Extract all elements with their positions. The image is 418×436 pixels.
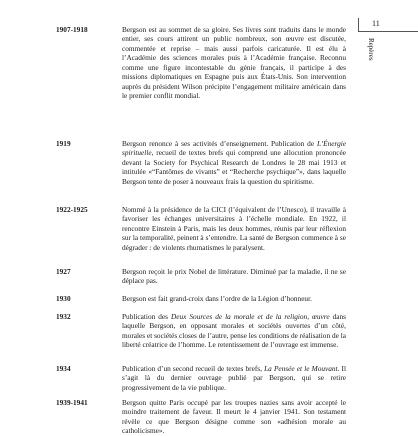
timeline-entry xyxy=(56,312,346,350)
entry-text: Bergson est fait grand-croix dans l’ordre de la Légion d’honneur. xyxy=(122,294,312,303)
timeline-entry xyxy=(56,294,346,303)
entry-year: 1939-1941 xyxy=(56,398,88,407)
entry-year: 1932 xyxy=(56,312,71,321)
entry-text-part: , recueil de textes brefs qui comprend une allocution prononcée devant la Society for Psychical Research de Londres le 28 mai 1913 et intitulée «“Fantômes de vivants” et “Recherche psychique”», dans laquelle Bergson tente de poser à nouveaux frais la question du spiritisme. xyxy=(122,148,346,186)
page-number: 11 xyxy=(372,19,380,28)
section-title: Repères xyxy=(367,38,375,61)
entry-text-part: . Il s’agit là du dernier ouvrage publié par Bergson, qui se retire progressivement de la vie publique. xyxy=(122,364,346,392)
entry-title-italic: La Pensée et le Mouvant xyxy=(264,364,338,373)
entry-text: Bergson est au sommet de sa gloire. Ses livres sont traduits dans le monde entier, ses cours attirent un public nombreux, son œuvre est discutée, commentée et reprise – mais aussi parfois caricaturée. Il est élu à l’Académie des sciences morales puis à l’Académie française. Reconnu comme une figure incontestable du génie français, il participe à des missions diplomatiques en Espagne puis aux États-Unis. Son intervention auprès du président Wilson précipite l’engagement militaire américain dans le premier conflit mondial. xyxy=(122,25,346,101)
entry-text-part: Publication d’un second recueil de textes brefs, xyxy=(122,364,265,373)
timeline-entry xyxy=(56,398,346,436)
header-rule xyxy=(358,31,418,32)
entry-year: 1919 xyxy=(56,139,71,148)
entry-text-part: Bergson renonce à ses activités d’enseignement. Publication de xyxy=(122,139,317,148)
entry-title-italic: Deux Sources de la morale et de la religion, œuvre xyxy=(171,312,330,321)
entry-text: Bergson quitte Paris occupé par les troupes nazies sans avoir accepté le moindre traitement de faveur. Il meurt le 4 janvier 1941. Son testament révèle ce que Bergson désigne comme son «adhésion morale au catholicisme». xyxy=(122,398,346,436)
entry-text xyxy=(122,364,346,392)
entry-year: 1907-1918 xyxy=(56,25,88,34)
timeline-entry xyxy=(56,267,346,286)
entry-text: Nommé à la présidence de la CICI (l’équivalent de l’Unesco), il travaille à favoriser les échanges universitaires à l’échelle mondiale. En 1922, il rencontre Einstein à Paris, mais les deux hommes, réunis par leur réflexion sur la temporalité, peinent à s’entendre. La santé de Bergson commence à se dégrader : de violents rhumatismes le paralysent. xyxy=(122,205,346,252)
entry-year: 1934 xyxy=(56,364,71,373)
entry-text: Bergson reçoit le prix Nobel de littérature. Diminué par la maladie, il ne se déplace pas. xyxy=(122,267,346,286)
entry-title-italic: L’Énergie spirituelle xyxy=(122,139,346,158)
timeline-entry xyxy=(56,25,346,101)
entry-year: 1930 xyxy=(56,294,71,303)
entry-text-part: dans laquelle Bergson, en opposant morales et sociétés ouvertes d’un côté, morales et sociétés closes de l’autre, pense les conditions de réalisation de la liberté créatrice de l’homme. Le retentissement de l’ouvrage est immense. xyxy=(122,312,346,350)
entry-year: 1927 xyxy=(56,267,71,276)
timeline-entry xyxy=(56,364,346,392)
entry-text-part: Publication des xyxy=(122,312,171,321)
entry-year: 1922-1925 xyxy=(56,205,88,214)
page-number-divider xyxy=(358,18,359,32)
entry-text xyxy=(122,312,346,350)
entry-text xyxy=(122,139,346,186)
timeline-entry xyxy=(56,139,346,186)
timeline-entry xyxy=(56,205,346,252)
